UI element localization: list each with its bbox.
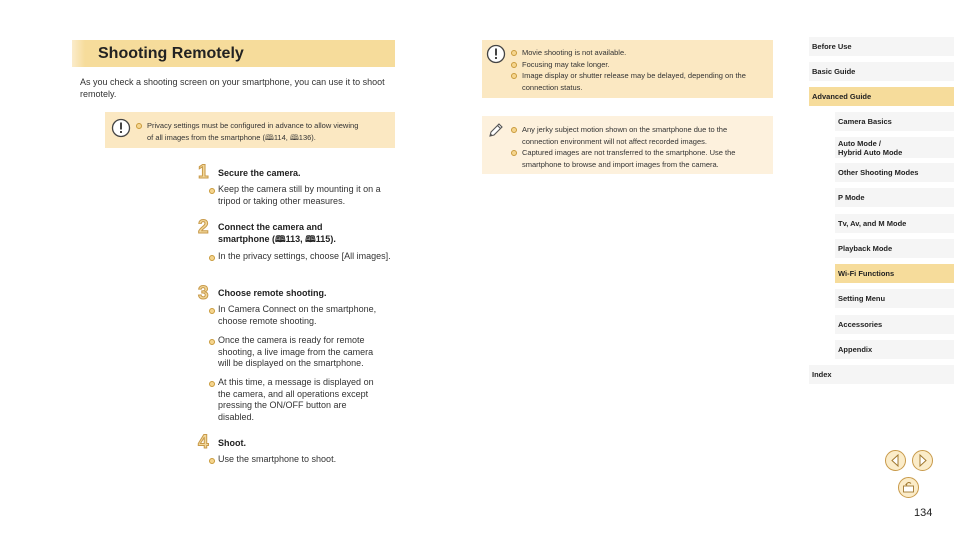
step-title: Secure the camera.	[218, 168, 301, 178]
arrow-left-icon	[886, 451, 905, 470]
nav-p-mode[interactable]: P Mode	[835, 188, 954, 207]
book-icon: 🕮	[275, 234, 286, 244]
return-button[interactable]	[898, 477, 919, 498]
next-page-button[interactable]	[912, 450, 933, 471]
caution-note-item: Image display or shutter release may be delayed, depending on the connection status.	[510, 70, 765, 93]
page-ref-link[interactable]: 115).	[315, 234, 336, 244]
step-number: 1	[198, 162, 209, 183]
prev-page-button[interactable]	[885, 450, 906, 471]
book-icon: 🕮	[289, 132, 299, 142]
step-title: Connect the camera and smartphone (🕮113, 🕮115).	[218, 222, 336, 244]
memo-box	[482, 116, 773, 174]
nav-basic-guide[interactable]: Basic Guide	[809, 62, 954, 81]
book-icon: 🕮	[305, 234, 316, 244]
book-icon: 🕮	[264, 132, 274, 142]
nav-setting-menu[interactable]: Setting Menu	[835, 289, 954, 308]
privacy-caution-box	[105, 112, 395, 148]
caution-note-item: Movie shooting is not available.	[510, 47, 765, 59]
memo-note-item: Any jerky subject motion shown on the smartphone due to the connection environment will not affect recorded images.	[510, 124, 765, 147]
return-icon	[899, 478, 918, 497]
step-number: 4	[198, 432, 209, 453]
page-ref-link[interactable]: 136).	[298, 132, 316, 142]
nav-before-use[interactable]: Before Use	[809, 37, 954, 56]
step-bullet: Keep the camera still by mounting it on a tripod or taking other measures.	[218, 184, 396, 207]
nav-appendix[interactable]: Appendix	[835, 340, 954, 359]
caution-box	[482, 40, 773, 98]
nav-tv-av-m-mode[interactable]: Tv, Av, and M Mode	[835, 214, 954, 233]
page-title-bar	[72, 40, 395, 67]
step-bullet: In Camera Connect on the smartphone, choose remote shooting.	[218, 304, 390, 327]
memo-note-item: Captured images are not transferred to the smartphone. Use the smartphone to browse and import images from the camera.	[510, 147, 765, 170]
nav-accessories[interactable]: Accessories	[835, 315, 954, 334]
step-bullet: Once the camera is ready for remote shooting, a live image from the camera will be displayed on the smartphone.	[218, 335, 388, 370]
caution-icon	[111, 118, 131, 138]
nav-advanced-guide[interactable]: Advanced Guide	[809, 87, 954, 106]
pencil-icon	[486, 120, 506, 140]
arrow-right-icon	[913, 451, 932, 470]
intro-text: As you check a shooting screen on your smartphone, you can use it to shoot remotely.	[80, 77, 385, 99]
nav-wifi-functions[interactable]: Wi-Fi Functions	[835, 264, 954, 283]
step-title: Shoot.	[218, 438, 246, 448]
page-number: 134	[914, 507, 933, 519]
step-bullet: In the privacy settings, choose [All images].	[218, 251, 396, 263]
nav-other-shooting-modes[interactable]: Other Shooting Modes	[835, 163, 954, 182]
page-ref-link[interactable]: 114,	[273, 132, 290, 142]
nav-auto-mode[interactable]: Auto Mode / Hybrid Auto Mode	[835, 137, 954, 158]
step-bullet: Use the smartphone to shoot.	[218, 454, 396, 466]
caution-icon	[486, 44, 506, 64]
caution-note-item: Focusing may take longer.	[510, 59, 765, 71]
page-ref-link[interactable]: 113,	[285, 234, 306, 244]
nav-index[interactable]: Index	[809, 365, 954, 384]
nav-camera-basics[interactable]: Camera Basics	[835, 112, 954, 131]
privacy-note-item: Privacy settings must be configured in advance to allow viewing of all images from the smartphone (🕮114, 🕮136).	[135, 120, 390, 143]
nav-playback-mode[interactable]: Playback Mode	[835, 239, 954, 258]
step-bullet: At this time, a message is displayed on the camera, and all operations except pressing the ON/OFF button are disabled.	[218, 377, 376, 423]
step-title: Choose remote shooting.	[218, 288, 327, 298]
step-number: 3	[198, 283, 209, 304]
page-title: Shooting Remotely	[98, 45, 244, 62]
step-number: 2	[198, 217, 209, 238]
